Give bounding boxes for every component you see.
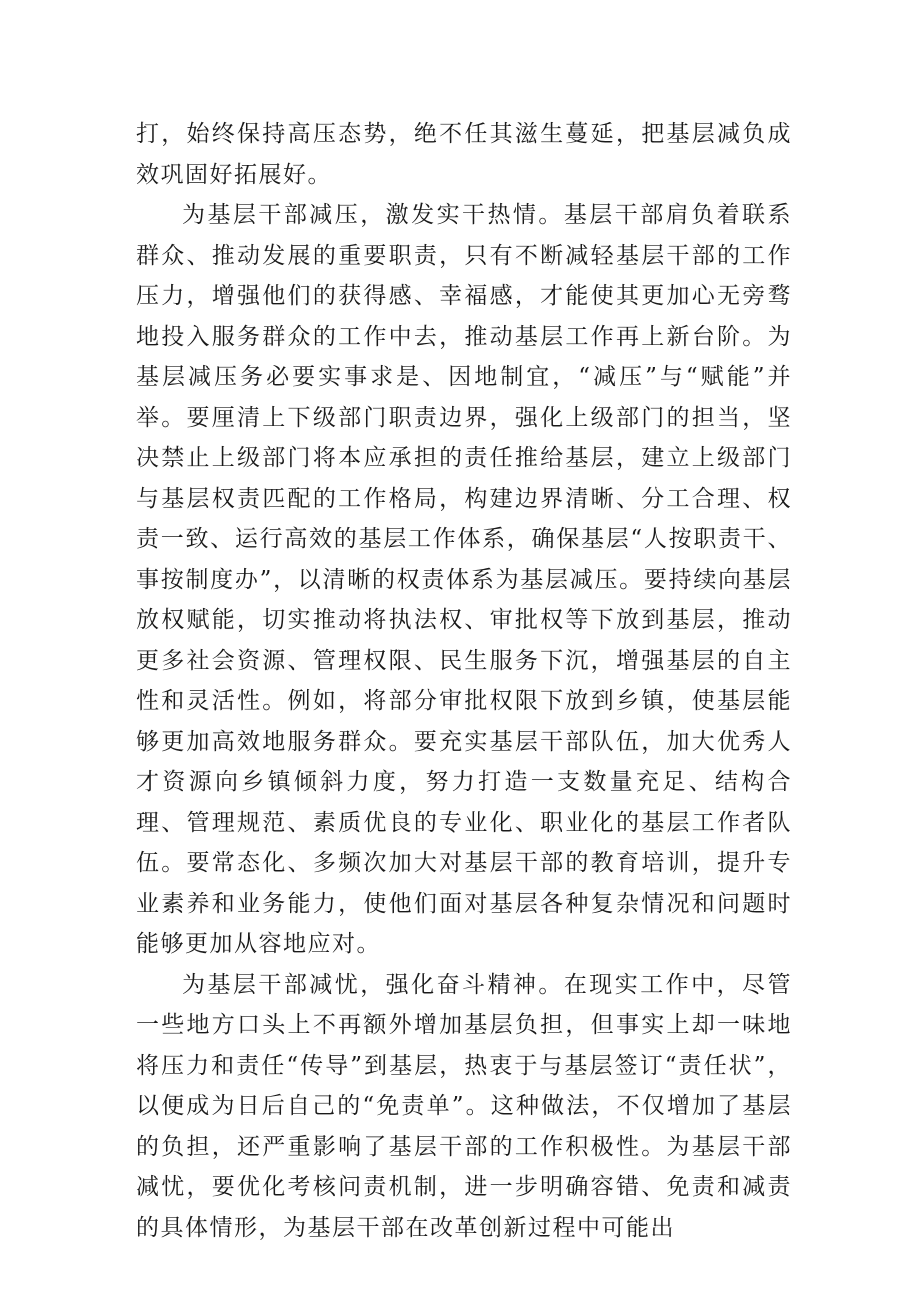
- paragraph-reduce-worries: 为基层干部减忧，强化奋斗精神。在现实工作中，尽管一些地方口头上不再额外增加基层负担，但事实上却一味地将压力和责任“传导”到基层，热衷于与基层签订“责任状”，以便成为日后自己的“免责单”。这种做法，不仅增加了基层的负担，还严重影响了基层干部的工作积极性。为基层干部减忧，要优化考核问责机制，进一步明确容错、免责和减责的具体情形，为基层干部在改革创新过程中可能出: [136, 971, 792, 1241]
- document-body: [136, 114, 792, 1248]
- paragraph-reduce-pressure: 为基层干部减压，激发实干热情。基层干部肩负着联系群众、推动发展的重要职责，只有不断减轻基层干部的工作压力，增强他们的获得感、幸福感，才能使其更加心无旁骛地投入服务群众的工作中去，推动基层工作再上新台阶。为基层减压务必要实事求是、因地制宜，“减压”与“赋能”并举。要厘清上下级部门职责边界，强化上级部门的担当，坚决禁止上级部门将本应承担的责任推给基层，建立上级部门与基层权责匹配的工作格局，构建边界清晰、分工合理、权责一致、运行高效的基层工作体系，确保基层“人按职责干、事按制度办”，以清晰的权责体系为基层减压。要持续向基层放权赋能，切实推动将执法权、审批权等下放到基层，推动更多社会资源、管理权限、民生服务下沉，增强基层的自主性和灵活性。例如，将部分审批权限下放到乡镇，使基层能够更加高效地服务群众。要充实基层干部队伍，加大优秀人才资源向乡镇倾斜力度，努力打造一支数量充足、结构合理、管理规范、素质优良的专业化、职业化的基层工作者队伍。要常态化、多频次加大对基层干部的教育培训，提升专业素养和业务能力，使他们面对基层各种复杂情况和问题时能够更加从容地应对。: [136, 202, 792, 957]
- paragraph-continuation: 打，始终保持高压态势，绝不任其滋生蔓延，把基层减负成效巩固好拓展好。: [136, 121, 792, 188]
